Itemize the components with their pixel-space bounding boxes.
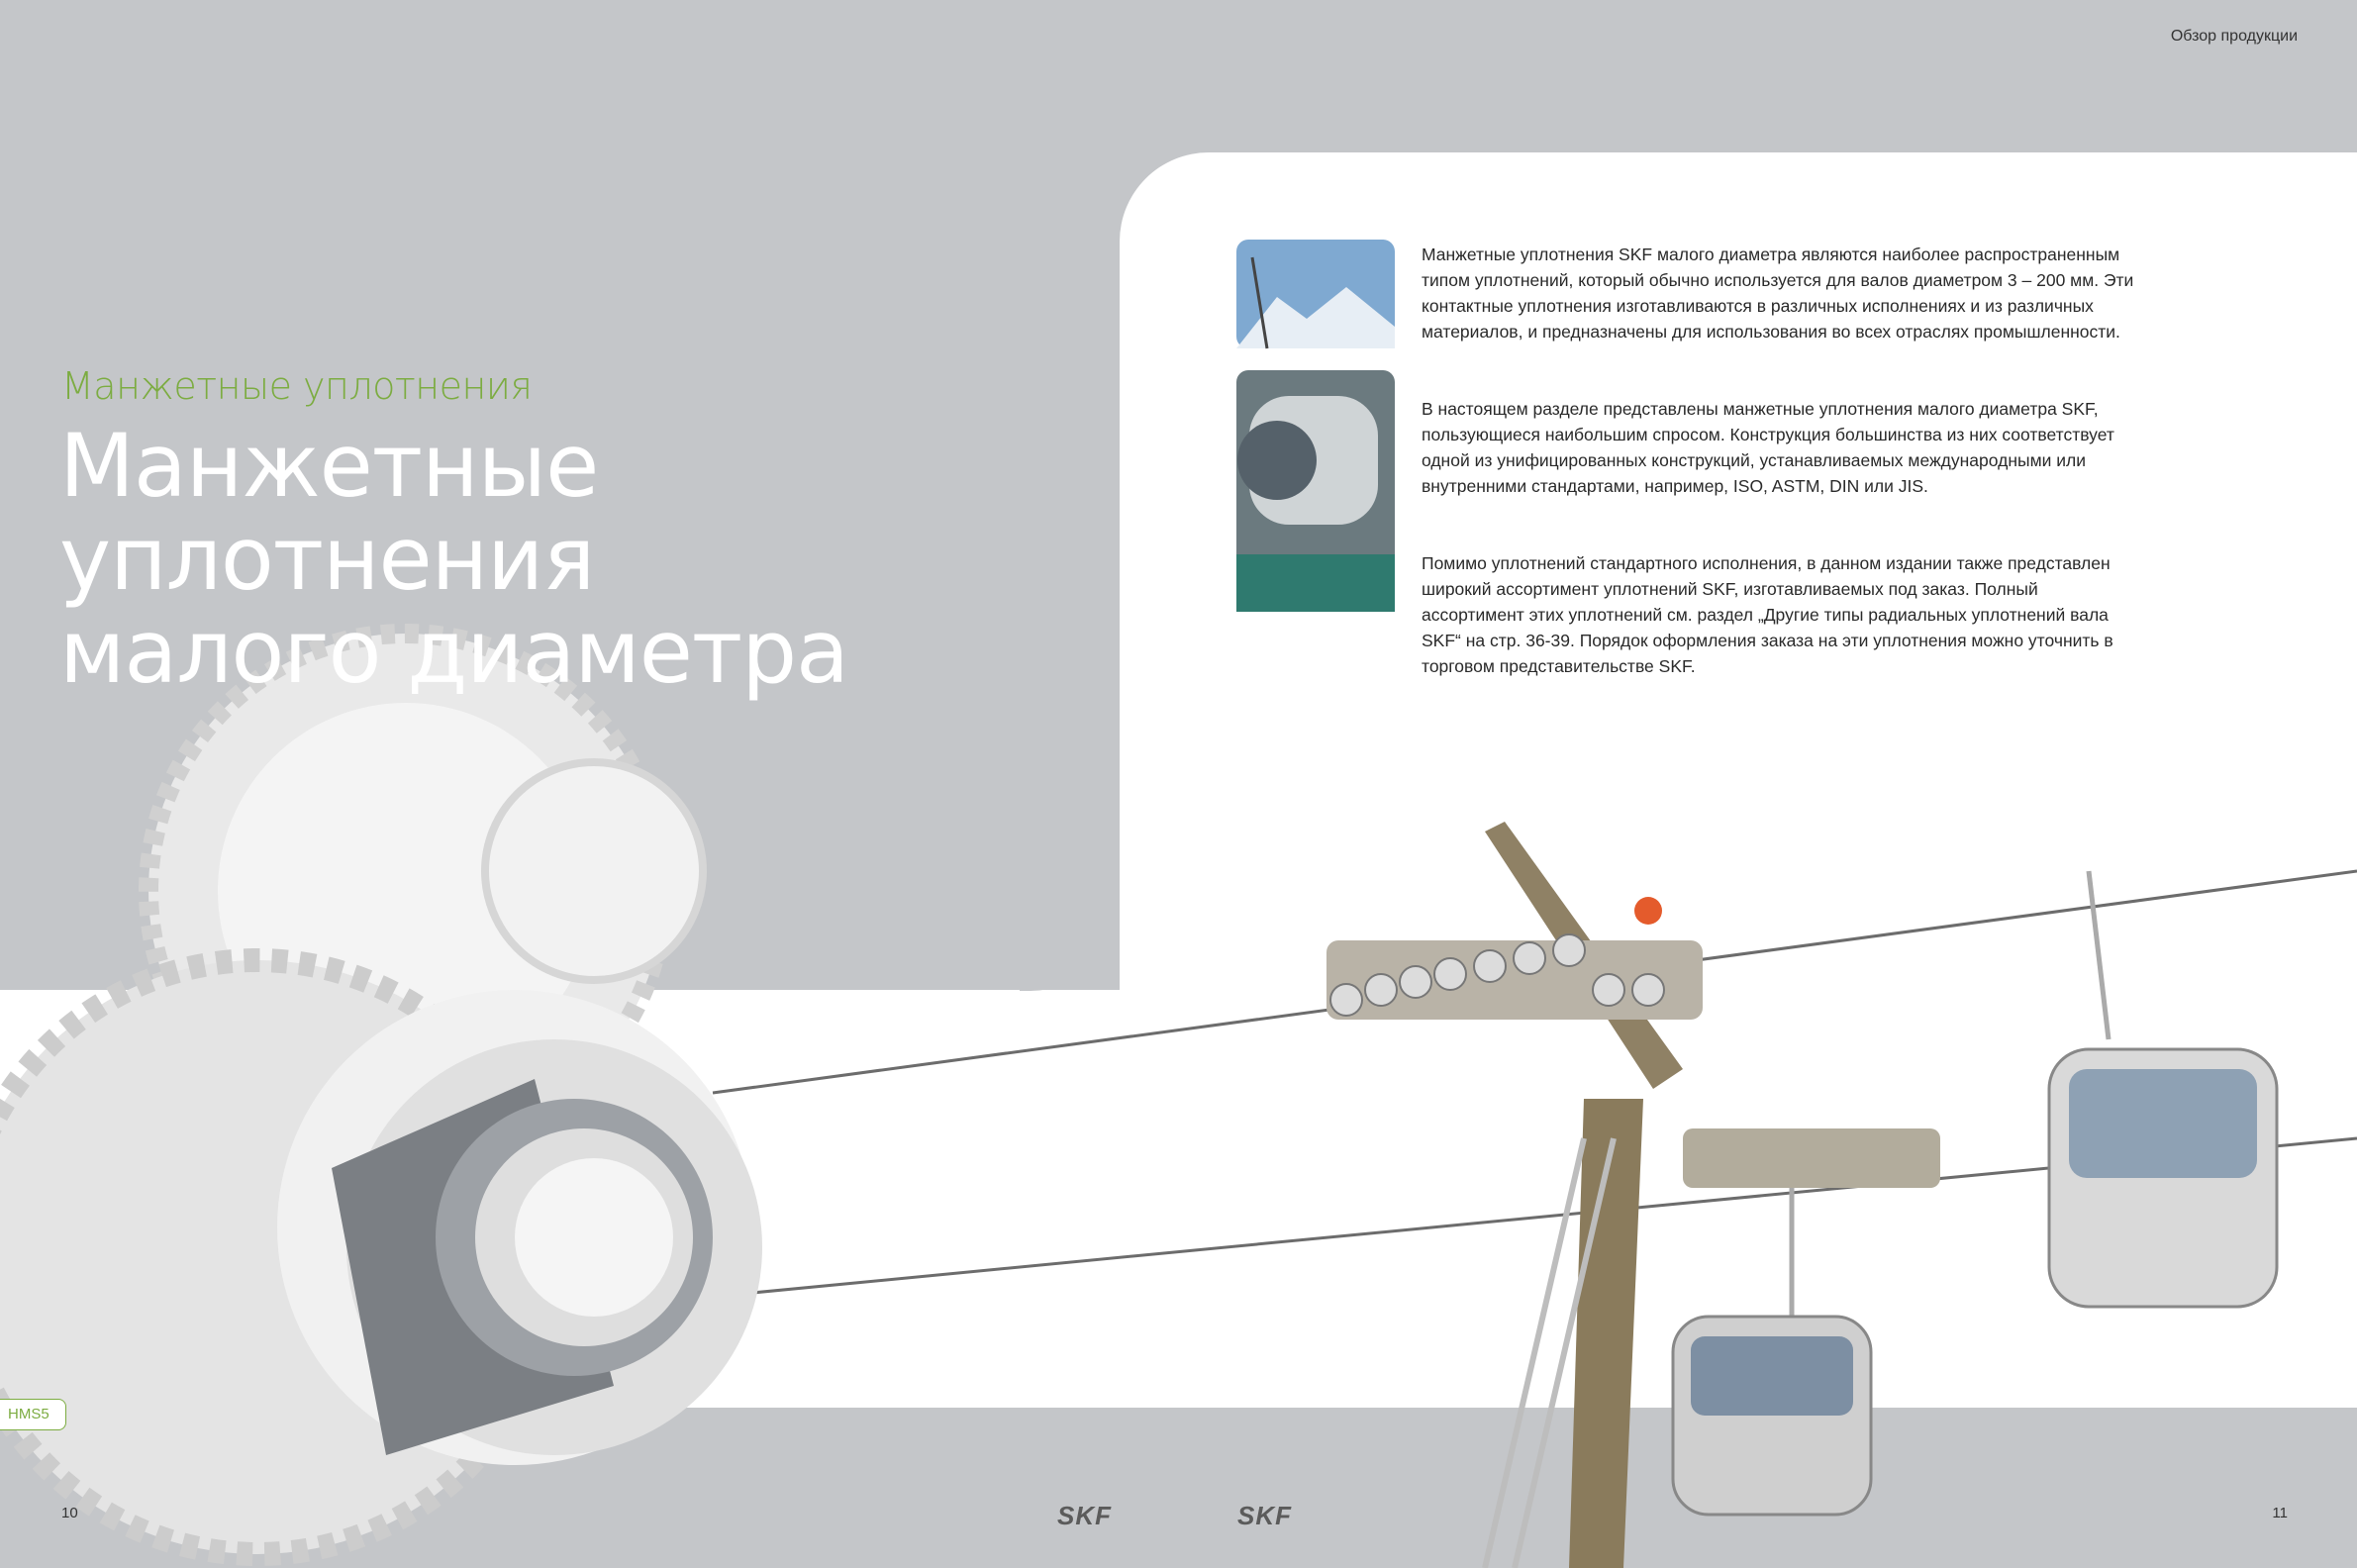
body-paragraph: Манжетные уплотнения SKF малого диаметра являются наиболее распространенным типом уплотнений, который обычно используется для валов диаметром 3 – 200 мм. Эти контактные уплотнения изготавливаются в различных исполнениях и из различных материалов, и предназначены для использования во всех отраслях промышленности. [1422,245,2134,342]
thumbnail-motor-image [1236,370,1395,612]
gondola-image-left [1673,1188,1871,1515]
thumbnail-mountain-image [1236,240,1395,348]
body-paragraph: Помимо уплотнений стандартного исполнения, в данном издании также представлен широкий ассортимент уплотнений SKF, изготавливаемых под заказ. Полный ассортимент этих уплотнений см. раздел „Другие типы радиальных уплотнений вала SKF“ на стр. 36-39. Порядок оформления заказа на эти уплотнения можно уточнить в торговом представительстве SKF. [1422,553,2113,676]
section-label: Обзор продукции [2170,28,2298,45]
skf-logo-left: SKF [1057,1501,1112,1530]
gear-seal-illustration [0,634,762,1554]
title-line-1: Манжетные уплотнения [59,415,599,610]
page-subtitle: Манжетные уплотнения [61,364,533,408]
page-number-right: 11 [2272,1505,2288,1521]
page-title [59,415,1049,703]
gondola-image-right [2049,871,2277,1307]
page-number-left: 10 [61,1505,78,1521]
product-code-badge: HMS5 [0,1399,66,1430]
title-line-2: малого диаметра [59,601,848,703]
body-paragraph: В настоящем разделе представлены манжетные уплотнения малого диаметра SKF, пользующиеся наибольшим спросом. Конструкция большинства из них соответствует одной из унифицированных конструкций, устанавливаемых международными или внутренними стандартами, например, ISO, ASTM, DIN или JIS. [1422,399,2114,496]
skf-logo-right: SKF [1237,1501,1292,1530]
